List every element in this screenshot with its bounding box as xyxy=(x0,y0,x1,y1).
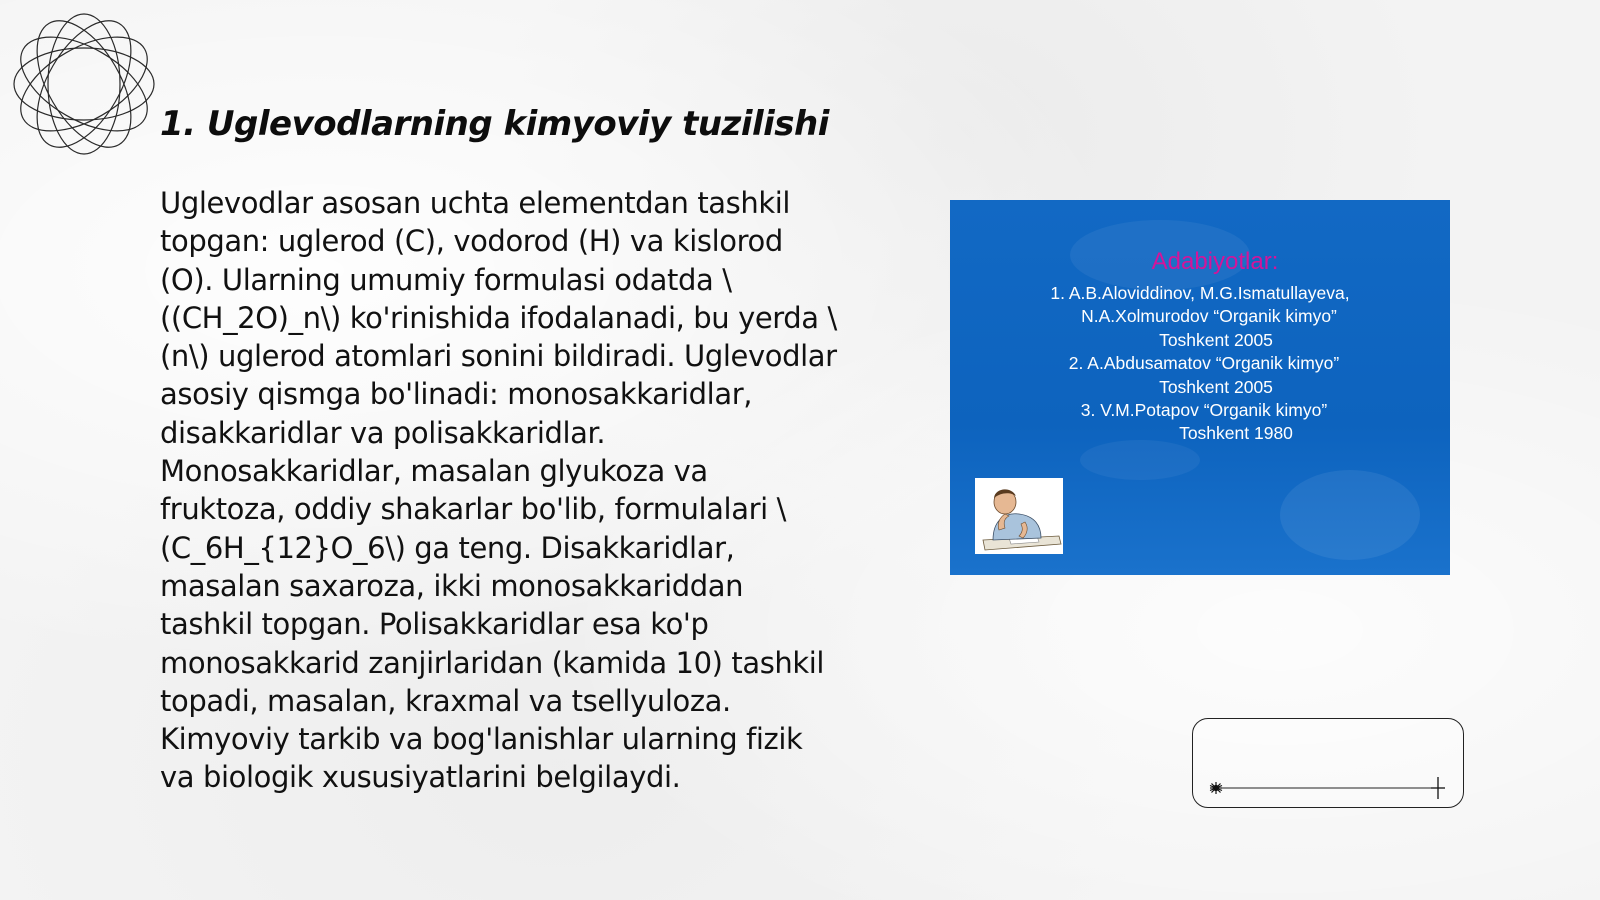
slide-decor-glow xyxy=(1280,470,1420,560)
reference-line: Toshkent 2005 xyxy=(1159,329,1273,350)
circular-rings-logo-icon xyxy=(10,10,158,158)
references-heading: Adabiyotlar: xyxy=(1151,248,1279,275)
timeline-line xyxy=(1192,718,1464,808)
reference-item xyxy=(950,352,1450,399)
slide-title: 1. Uglevodlarning kimyoviy tuzilishi xyxy=(160,104,829,144)
cross-marker-icon xyxy=(1431,777,1445,799)
reference-item xyxy=(950,399,1450,446)
thinking-student-at-desk-icon xyxy=(975,478,1063,554)
reference-line: 1. A.B.Aloviddinov, M.G.Ismatullayeva, xyxy=(1050,283,1350,303)
timeline-decoration xyxy=(1192,718,1464,808)
reference-line: 2. A.Abdusamatov “Organik kimyo” xyxy=(1068,353,1340,374)
reference-line: 3. V.M.Potapov “Organik kimyo” xyxy=(1080,400,1328,421)
starburst-icon xyxy=(1210,782,1222,794)
reference-line: Toshkent 1980 xyxy=(1179,423,1293,444)
slide-decor-glow xyxy=(1080,440,1200,480)
reference-item xyxy=(950,282,1450,352)
reference-line: N.A.Xolmurodov “Organik kimyo” xyxy=(1081,306,1337,327)
reference-line: Toshkent 2005 xyxy=(1159,376,1273,397)
references-list xyxy=(950,282,1450,446)
slide-body-text: Uglevodlar asosan uchta elementdan tashkil topgan: uglerod (C), vodorod (H) va kislorod (O). Ularning umumiy formulasi odatda \((CH_2O)_n\) ko'rinishida ifodalanadi, bu yerda \(n\) uglerod atomlari sonini bildiradi. Uglevodlar asosiy qismga bo'linadi: monosakkaridlar, disakkaridlar va polisakkaridlar. Monosakkaridlar, masalan glyukoza va fruktoza, oddiy shakarlar bo'lib, formulalari \(C_6H_{12}O_6\) ga teng. Disakkaridlar, masalan saxaroza, ikki monosakkariddan tashkil topgan. Polisakkaridlar esa ko'p monosakkarid zanjirlaridan (kamida 10) tashkil topadi, masalan, kraxmal va tsellyuloza. Kimyoviy tarkib va bog'lanishlar ularning fizik va biologik xususiyatlarini belgilaydi. xyxy=(160,186,837,795)
embedded-references-slide xyxy=(950,200,1450,575)
